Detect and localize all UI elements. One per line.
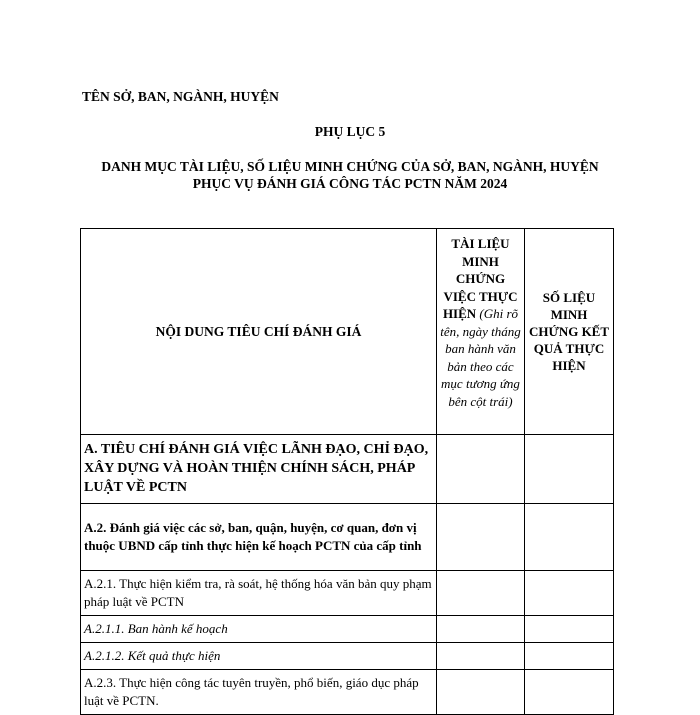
column-header-criteria: NỘI DUNG TIÊU CHÍ ĐÁNH GIÁ [81,229,437,435]
table-cell-evidence-data[interactable] [525,504,614,571]
table-cell-evidence-data[interactable] [525,670,614,715]
organization-name: TÊN SỞ, BAN, NGÀNH, HUYỆN [82,89,279,104]
appendix-label: PHỤ LỤC 5 [314,124,386,139]
table-cell-evidence-data[interactable] [525,616,614,643]
table-cell-evidence-docs[interactable] [437,670,525,715]
table-row [81,616,614,643]
document-title-line-2: PHỤC VỤ ĐÁNH GIÁ CÔNG TÁC PCTN NĂM 2024 [192,176,508,191]
table-cell-evidence-data[interactable] [525,643,614,670]
table-cell-criteria: A.2.1.1. Ban hành kế hoạch [81,616,437,643]
table-cell-criteria: A.2.3. Thực hiện công tác tuyên truyền, phổ biến, giáo dục pháp luật về PCTN. [81,670,437,715]
column-header-evidence-docs [437,229,525,435]
table-cell-evidence-docs[interactable] [437,435,525,504]
column-header-evidence-docs-note: (Ghi rõ tên, ngày tháng ban hành văn bản theo các mục tương ứng bên cột trái) [440,306,521,409]
table-row [81,435,614,504]
table-cell-evidence-data[interactable] [525,435,614,504]
table-row [81,571,614,616]
table-cell-evidence-docs[interactable] [437,643,525,670]
table-cell-evidence-data[interactable] [525,571,614,616]
table-header-row [81,229,614,435]
table-cell-evidence-docs[interactable] [437,504,525,571]
table-cell-criteria: A. TIÊU CHÍ ĐÁNH GIÁ VIỆC LÃNH ĐẠO, CHỈ ĐẠO, XÂY DỰNG VÀ HOÀN THIỆN CHÍNH SÁCH, PHÁP LUẬT VỀ PCTN [81,435,437,504]
table-cell-evidence-docs[interactable] [437,616,525,643]
table-cell-criteria: A.2. Đánh giá việc các sở, ban, quận, huyện, cơ quan, đơn vị thuộc UBND cấp tỉnh thực hiện kế hoạch PCTN của cấp tỉnh [81,504,437,571]
evidence-table [80,228,614,715]
column-header-evidence-data: SỐ LIỆU MINH CHỨNG KẾT QUẢ THỰC HIỆN [525,229,614,435]
table-row [81,504,614,571]
document-title-line-1: DANH MỤC TÀI LIỆU, SỐ LIỆU MINH CHỨNG CỦA SỞ, BAN, NGÀNH, HUYỆN [101,159,599,174]
column-header-evidence-docs-label: TÀI LIỆU MINH CHỨNG VIỆC THỰC HIỆN [442,236,518,321]
table-cell-evidence-docs[interactable] [437,571,525,616]
table-cell-criteria: A.2.1. Thực hiện kiểm tra, rà soát, hệ thống hóa văn bản quy phạm pháp luật về PCTN [81,571,437,616]
table-row [81,670,614,715]
table-cell-criteria: A.2.1.2. Kết quả thực hiện [81,643,437,670]
document-title [100,158,600,192]
table-row [81,643,614,670]
